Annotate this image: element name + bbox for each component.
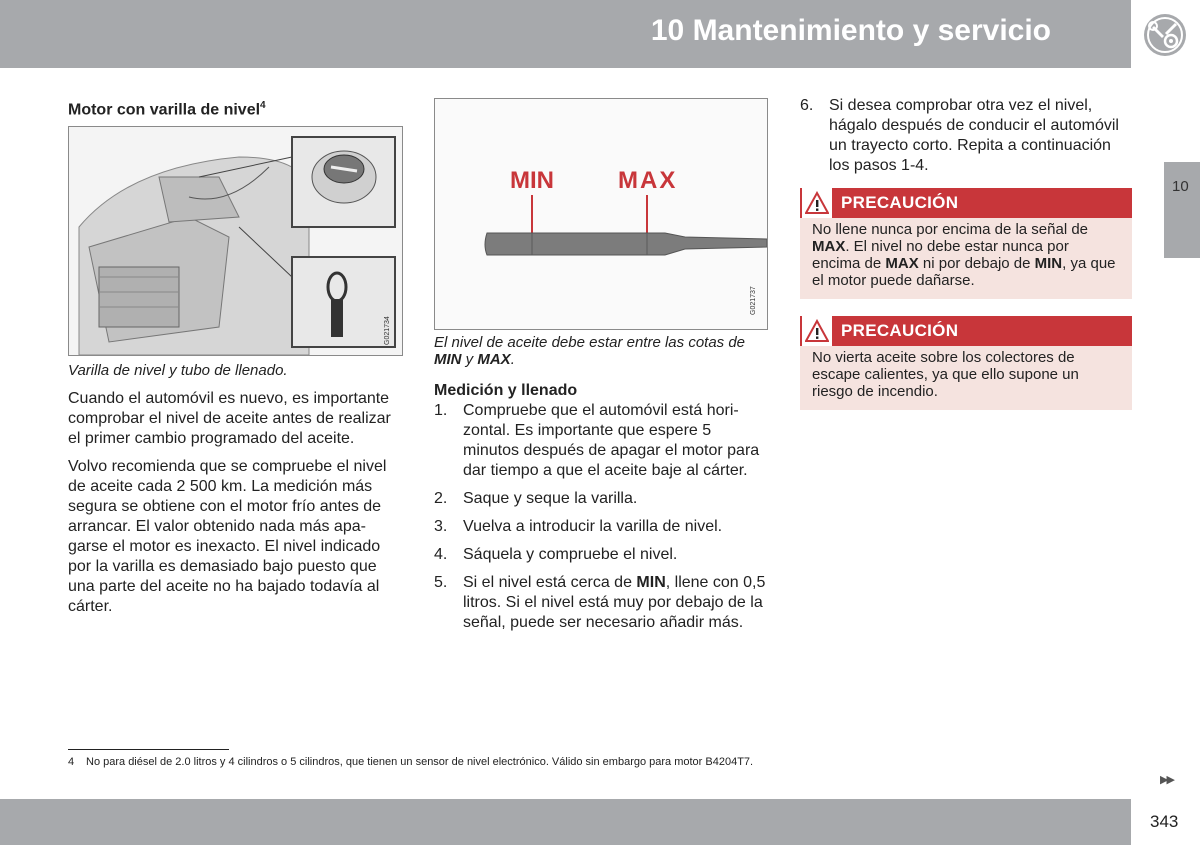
caution-text xyxy=(800,218,1132,299)
step-text: Si desea comprobar otra vez el nivel, hágalo después de conducir el automóvil un trayecto corto. Repita a continuación los pasos 1-4. xyxy=(829,97,1119,174)
section-heading xyxy=(68,96,404,120)
caution-label: PRECAUCIÓN xyxy=(841,193,959,212)
caption-min: MIN xyxy=(434,351,462,368)
header-bar xyxy=(0,0,1131,68)
caution-box xyxy=(800,188,1132,299)
caution-span: No llene nunca por encima de la señal de xyxy=(812,221,1089,238)
caution-label: PRECAUCIÓN xyxy=(841,321,959,340)
header-icon-box xyxy=(1131,0,1200,68)
section-heading: Medición y llenado xyxy=(434,382,578,399)
step-text: Compruebe que el automóvil está hori- zontal. Es importante que espere 5 minutos después de apagar el motor para dar tiempo a que el aceite baje al cárter. xyxy=(463,402,760,479)
side-tab-label: 10 xyxy=(1172,178,1189,195)
page-number: 343 xyxy=(1150,812,1179,831)
step-item xyxy=(800,96,1132,176)
step-number: 2. xyxy=(434,490,448,507)
step-text: , llene con 0,5 litros. Si el nivel está muy por debajo de la señal, puede ser necesario añadir más. xyxy=(463,574,766,631)
chapter-title: 10 Mantenimiento y servicio xyxy=(650,14,1051,47)
caution-bold: MAX xyxy=(885,255,919,272)
figure-caption: Varilla de nivel y tubo de llenado. xyxy=(68,362,288,380)
column-middle xyxy=(434,98,770,641)
footnote-ref[interactable]: 4 xyxy=(260,100,266,111)
footnote-number: 4 xyxy=(68,756,75,768)
step-number: 1. xyxy=(434,402,448,419)
footnote-divider xyxy=(68,749,229,750)
paragraph: Volvo recomienda que se compruebe el nivel de aceite cada 2 500 km. La medición más segura se obtiene con el motor frío antes de arrancar. El valor obtenido nada más apa- garse el motor es inexacto. El nivel indicado por la varilla es demasiado bajo puesto que una parte del aceite no ha bajado todavía al cárter. xyxy=(68,458,387,616)
step-number: 5. xyxy=(434,574,448,591)
caution-span: , ya que el motor puede dañarse. xyxy=(812,255,1116,289)
caution-span: . El nivel no debe estar nunca por encima de xyxy=(812,238,1069,272)
caution-header xyxy=(800,188,1132,218)
warning-triangle-icon xyxy=(802,316,832,346)
heading-text: Motor con varilla de nivel xyxy=(68,101,261,119)
column-right xyxy=(800,96,1132,410)
figure-code: G021734 xyxy=(384,316,391,346)
step-text: Si el nivel está cerca de xyxy=(463,574,637,591)
max-label: MAX xyxy=(618,167,678,194)
steps-list xyxy=(434,401,770,633)
steps-list-continued xyxy=(800,96,1132,176)
step-item xyxy=(434,517,770,537)
min-label: MIN xyxy=(510,167,554,194)
step-bold: MIN xyxy=(636,574,666,591)
chapter-side-tab[interactable] xyxy=(1164,162,1200,258)
caution-header xyxy=(800,316,1132,346)
step-item xyxy=(434,401,770,481)
double-arrow-right-icon[interactable]: ▶▶ xyxy=(1160,774,1173,786)
paragraph: Cuando el automóvil es nuevo, es importante comprobar el nivel de aceite antes de realizar el primer cambio programado del aceite. xyxy=(68,390,391,448)
column-left xyxy=(68,96,404,625)
caption-max: MAX xyxy=(477,351,511,368)
step-text: Vuelva a introducir la varilla de nivel. xyxy=(463,518,723,535)
dipstick-figure xyxy=(434,98,768,330)
dipstick-illustration xyxy=(435,99,767,329)
figure-caption xyxy=(434,334,770,368)
engine-bay-illustration xyxy=(69,127,402,355)
step-item xyxy=(434,573,770,633)
step-item xyxy=(434,489,770,509)
engine-figure xyxy=(68,126,403,356)
step-text: Saque y seque la varilla. xyxy=(463,490,638,507)
wrench-gear-icon xyxy=(1142,12,1188,58)
caption-text: El nivel de aceite debe estar entre las cotas de xyxy=(434,334,746,351)
caution-box xyxy=(800,316,1132,410)
warning-triangle-icon xyxy=(802,188,832,218)
step-number: 3. xyxy=(434,518,448,535)
caution-bold: MAX xyxy=(812,238,846,255)
step-number: 6. xyxy=(800,97,814,114)
step-text: Sáquela y compruebe el nivel. xyxy=(463,546,678,563)
caption-text: y xyxy=(461,351,478,368)
caution-text: No vierta aceite sobre los colectores de escape calientes, ya que ello supone un riesgo de incendio. xyxy=(812,349,1079,400)
caption-text: . xyxy=(510,351,515,368)
caution-bold: MIN xyxy=(1034,255,1063,272)
footnote-text: No para diésel de 2.0 litros y 4 cilindros o 5 cilindros, que tienen un sensor de nivel electrónico. Válido sin embargo para motor B4204T7. xyxy=(86,756,754,768)
step-number: 4. xyxy=(434,546,448,563)
figure-code: G021737 xyxy=(750,286,757,315)
caution-span: ni por debajo de xyxy=(918,255,1035,272)
footer-bar xyxy=(0,799,1131,845)
step-item xyxy=(434,545,770,565)
footnote xyxy=(68,756,753,768)
